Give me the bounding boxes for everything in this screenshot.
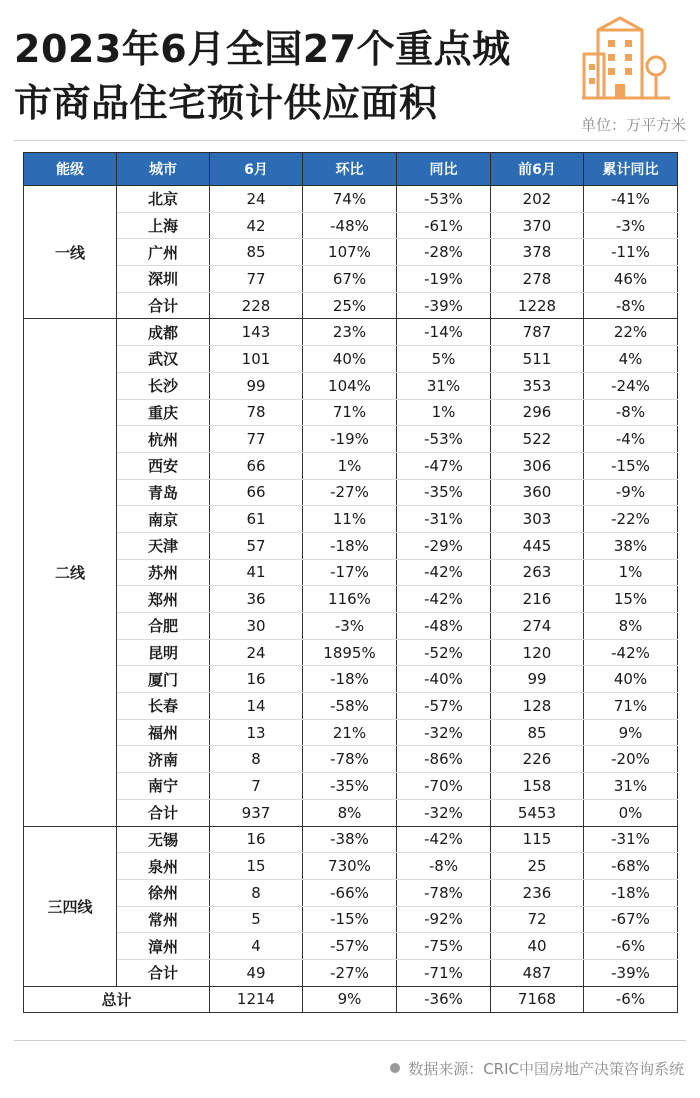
value-cell: -3% — [303, 613, 397, 640]
value-cell: -40% — [397, 666, 491, 693]
value-cell: -32% — [397, 719, 491, 746]
value-cell: 158 — [491, 773, 584, 800]
table-row — [24, 906, 678, 933]
value-cell: -22% — [584, 506, 678, 533]
value-cell: -58% — [303, 693, 397, 720]
value-cell: -18% — [303, 532, 397, 559]
value-cell: 74% — [303, 186, 397, 213]
value-cell: 1% — [303, 452, 397, 479]
value-cell: 41 — [210, 559, 303, 586]
city-cell: 杭州 — [117, 426, 210, 453]
building-icon — [580, 14, 672, 102]
value-cell: 36 — [210, 586, 303, 613]
bullet-dot-icon — [390, 1063, 400, 1073]
table-row — [24, 693, 678, 720]
bottom-divider — [14, 1040, 686, 1041]
value-cell: -75% — [397, 933, 491, 960]
value-cell: 24 — [210, 639, 303, 666]
value-cell: 99 — [491, 666, 584, 693]
table-row — [24, 186, 678, 213]
column-header: 环比 — [303, 153, 397, 186]
city-cell: 合计 — [117, 292, 210, 319]
city-cell: 合计 — [117, 959, 210, 986]
value-cell: -39% — [584, 959, 678, 986]
value-cell: -31% — [397, 506, 491, 533]
city-cell: 合计 — [117, 799, 210, 826]
table-row — [24, 773, 678, 800]
value-cell: 9% — [584, 719, 678, 746]
value-cell: 228 — [210, 292, 303, 319]
value-cell: -38% — [303, 826, 397, 853]
total-value-cell: -6% — [584, 986, 678, 1013]
value-cell: -86% — [397, 746, 491, 773]
table-row — [24, 719, 678, 746]
value-cell: -48% — [397, 613, 491, 640]
value-cell: -41% — [584, 186, 678, 213]
value-cell: 13 — [210, 719, 303, 746]
value-cell: -42% — [397, 586, 491, 613]
city-cell: 南宁 — [117, 773, 210, 800]
table-row — [24, 826, 678, 853]
value-cell: -67% — [584, 906, 678, 933]
value-cell: -24% — [584, 372, 678, 399]
city-cell: 昆明 — [117, 639, 210, 666]
value-cell: 0% — [584, 799, 678, 826]
subtotal-row — [24, 292, 678, 319]
value-cell: -53% — [397, 186, 491, 213]
value-cell: 274 — [491, 613, 584, 640]
value-cell: 116% — [303, 586, 397, 613]
value-cell: -48% — [303, 212, 397, 239]
value-cell: -3% — [584, 212, 678, 239]
total-value-cell: 1214 — [210, 986, 303, 1013]
value-cell: 30 — [210, 613, 303, 640]
value-cell: 120 — [491, 639, 584, 666]
value-cell: 42 — [210, 212, 303, 239]
value-cell: -9% — [584, 479, 678, 506]
supply-table — [23, 152, 678, 1013]
table-row — [24, 346, 678, 373]
value-cell: -35% — [303, 773, 397, 800]
source-text: 数据来源：CRIC中国房地产决策咨询系统 — [408, 1060, 684, 1078]
value-cell: -42% — [584, 639, 678, 666]
page-title — [14, 22, 511, 130]
city-cell: 武汉 — [117, 346, 210, 373]
value-cell: 730% — [303, 853, 397, 880]
value-cell: 31% — [397, 372, 491, 399]
city-cell: 长沙 — [117, 372, 210, 399]
total-row — [24, 986, 678, 1013]
value-cell: 4% — [584, 346, 678, 373]
total-value-cell: 9% — [303, 986, 397, 1013]
city-cell: 苏州 — [117, 559, 210, 586]
city-cell: 青岛 — [117, 479, 210, 506]
value-cell: -18% — [303, 666, 397, 693]
value-cell: 115 — [491, 826, 584, 853]
value-cell: 226 — [491, 746, 584, 773]
value-cell: -19% — [397, 266, 491, 293]
value-cell: 5453 — [491, 799, 584, 826]
value-cell: -27% — [303, 479, 397, 506]
value-cell: 787 — [491, 319, 584, 346]
value-cell: -14% — [397, 319, 491, 346]
table-row — [24, 372, 678, 399]
value-cell: -61% — [397, 212, 491, 239]
column-header: 同比 — [397, 153, 491, 186]
value-cell: 1% — [397, 399, 491, 426]
value-cell: 67% — [303, 266, 397, 293]
table-row — [24, 586, 678, 613]
value-cell: 128 — [491, 693, 584, 720]
value-cell: 16 — [210, 826, 303, 853]
table-row — [24, 479, 678, 506]
title-line-1: 2023年6月全国27个重点城 — [14, 27, 511, 71]
city-cell: 济南 — [117, 746, 210, 773]
table-row — [24, 879, 678, 906]
value-cell: 101 — [210, 346, 303, 373]
value-cell: 77 — [210, 426, 303, 453]
subtotal-row — [24, 799, 678, 826]
value-cell: 8 — [210, 746, 303, 773]
city-cell: 成都 — [117, 319, 210, 346]
value-cell: -4% — [584, 426, 678, 453]
value-cell: 71% — [303, 399, 397, 426]
value-cell: -20% — [584, 746, 678, 773]
value-cell: 85 — [491, 719, 584, 746]
city-cell: 郑州 — [117, 586, 210, 613]
value-cell: -70% — [397, 773, 491, 800]
value-cell: 71% — [584, 693, 678, 720]
value-cell: 40% — [303, 346, 397, 373]
value-cell: 1895% — [303, 639, 397, 666]
unit-label: 单位：万平方米 — [580, 116, 686, 134]
value-cell: -31% — [584, 826, 678, 853]
value-cell: 8% — [584, 613, 678, 640]
value-cell: 7 — [210, 773, 303, 800]
city-cell: 上海 — [117, 212, 210, 239]
value-cell: -39% — [397, 292, 491, 319]
value-cell: 104% — [303, 372, 397, 399]
value-cell: 5 — [210, 906, 303, 933]
value-cell: -78% — [397, 879, 491, 906]
value-cell: 85 — [210, 239, 303, 266]
value-cell: 15 — [210, 853, 303, 880]
value-cell: 31% — [584, 773, 678, 800]
value-cell: 306 — [491, 452, 584, 479]
value-cell: 25 — [491, 853, 584, 880]
value-cell: 216 — [491, 586, 584, 613]
value-cell: 38% — [584, 532, 678, 559]
value-cell: 8% — [303, 799, 397, 826]
table-row — [24, 613, 678, 640]
column-header: 累计同比 — [584, 153, 678, 186]
city-cell: 无锡 — [117, 826, 210, 853]
value-cell: -17% — [303, 559, 397, 586]
value-cell: -42% — [397, 826, 491, 853]
city-cell: 常州 — [117, 906, 210, 933]
value-cell: -57% — [303, 933, 397, 960]
value-cell: 360 — [491, 479, 584, 506]
tier-label: 三四线 — [24, 826, 117, 986]
subtotal-row — [24, 959, 678, 986]
city-cell: 西安 — [117, 452, 210, 479]
value-cell: -8% — [584, 399, 678, 426]
value-cell: 296 — [491, 399, 584, 426]
column-header: 城市 — [117, 153, 210, 186]
value-cell: -8% — [397, 853, 491, 880]
value-cell: -53% — [397, 426, 491, 453]
value-cell: 61 — [210, 506, 303, 533]
value-cell: -92% — [397, 906, 491, 933]
value-cell: -18% — [584, 879, 678, 906]
value-cell: -6% — [584, 933, 678, 960]
value-cell: 1% — [584, 559, 678, 586]
table-row — [24, 639, 678, 666]
column-header: 能级 — [24, 153, 117, 186]
value-cell: 263 — [491, 559, 584, 586]
value-cell: -28% — [397, 239, 491, 266]
city-cell: 重庆 — [117, 399, 210, 426]
top-divider — [14, 140, 686, 141]
value-cell: 278 — [491, 266, 584, 293]
table-row — [24, 853, 678, 880]
value-cell: 15% — [584, 586, 678, 613]
value-cell: 14 — [210, 693, 303, 720]
value-cell: 40% — [584, 666, 678, 693]
tier-label: 二线 — [24, 319, 117, 826]
value-cell: 21% — [303, 719, 397, 746]
value-cell: -29% — [397, 532, 491, 559]
table-row — [24, 666, 678, 693]
value-cell: -47% — [397, 452, 491, 479]
value-cell: 937 — [210, 799, 303, 826]
value-cell: 378 — [491, 239, 584, 266]
value-cell: 303 — [491, 506, 584, 533]
value-cell: 22% — [584, 319, 678, 346]
value-cell: 46% — [584, 266, 678, 293]
city-cell: 广州 — [117, 239, 210, 266]
value-cell: -78% — [303, 746, 397, 773]
value-cell: 11% — [303, 506, 397, 533]
value-cell: 370 — [491, 212, 584, 239]
value-cell: -57% — [397, 693, 491, 720]
table-row — [24, 559, 678, 586]
value-cell: 25% — [303, 292, 397, 319]
tier-label: 一线 — [24, 186, 117, 319]
table-row — [24, 452, 678, 479]
value-cell: 4 — [210, 933, 303, 960]
value-cell: -32% — [397, 799, 491, 826]
value-cell: -42% — [397, 559, 491, 586]
total-value-cell: -36% — [397, 986, 491, 1013]
value-cell: -35% — [397, 479, 491, 506]
value-cell: -15% — [584, 452, 678, 479]
value-cell: 353 — [491, 372, 584, 399]
value-cell: 5% — [397, 346, 491, 373]
city-cell: 泉州 — [117, 853, 210, 880]
value-cell: 16 — [210, 666, 303, 693]
city-cell: 漳州 — [117, 933, 210, 960]
table-row — [24, 399, 678, 426]
value-cell: -15% — [303, 906, 397, 933]
total-label: 总计 — [24, 986, 210, 1013]
table-row — [24, 319, 678, 346]
table-row — [24, 532, 678, 559]
value-cell: 8 — [210, 879, 303, 906]
city-cell: 长春 — [117, 693, 210, 720]
value-cell: 23% — [303, 319, 397, 346]
value-cell: 99 — [210, 372, 303, 399]
table-body — [24, 186, 678, 1013]
value-cell: 66 — [210, 452, 303, 479]
value-cell: 49 — [210, 959, 303, 986]
value-cell: 143 — [210, 319, 303, 346]
city-cell: 福州 — [117, 719, 210, 746]
value-cell: 24 — [210, 186, 303, 213]
value-cell: 1228 — [491, 292, 584, 319]
value-cell: 40 — [491, 933, 584, 960]
value-cell: -19% — [303, 426, 397, 453]
value-cell: -8% — [584, 292, 678, 319]
value-cell: 487 — [491, 959, 584, 986]
city-cell: 天津 — [117, 532, 210, 559]
city-cell: 合肥 — [117, 613, 210, 640]
column-header: 前6月 — [491, 153, 584, 186]
value-cell: 78 — [210, 399, 303, 426]
value-cell: 107% — [303, 239, 397, 266]
value-cell: 57 — [210, 532, 303, 559]
table-row — [24, 239, 678, 266]
city-cell: 北京 — [117, 186, 210, 213]
value-cell: -52% — [397, 639, 491, 666]
city-cell: 厦门 — [117, 666, 210, 693]
value-cell: 202 — [491, 186, 584, 213]
source-note — [390, 1058, 684, 1079]
title-line-2: 市商品住宅预计供应面积 — [14, 81, 438, 125]
value-cell: 522 — [491, 426, 584, 453]
table-header-row — [24, 153, 678, 186]
table-row — [24, 506, 678, 533]
value-cell: 77 — [210, 266, 303, 293]
table-row — [24, 426, 678, 453]
value-cell: 445 — [491, 532, 584, 559]
value-cell: -66% — [303, 879, 397, 906]
value-cell: -71% — [397, 959, 491, 986]
table-row — [24, 212, 678, 239]
value-cell: 72 — [491, 906, 584, 933]
city-cell: 南京 — [117, 506, 210, 533]
value-cell: -68% — [584, 853, 678, 880]
table-row — [24, 933, 678, 960]
city-cell: 徐州 — [117, 879, 210, 906]
value-cell: -27% — [303, 959, 397, 986]
table-row — [24, 746, 678, 773]
value-cell: 236 — [491, 879, 584, 906]
value-cell: 511 — [491, 346, 584, 373]
value-cell: 66 — [210, 479, 303, 506]
total-value-cell: 7168 — [491, 986, 584, 1013]
city-cell: 深圳 — [117, 266, 210, 293]
value-cell: -11% — [584, 239, 678, 266]
table-row — [24, 266, 678, 293]
column-header: 6月 — [210, 153, 303, 186]
